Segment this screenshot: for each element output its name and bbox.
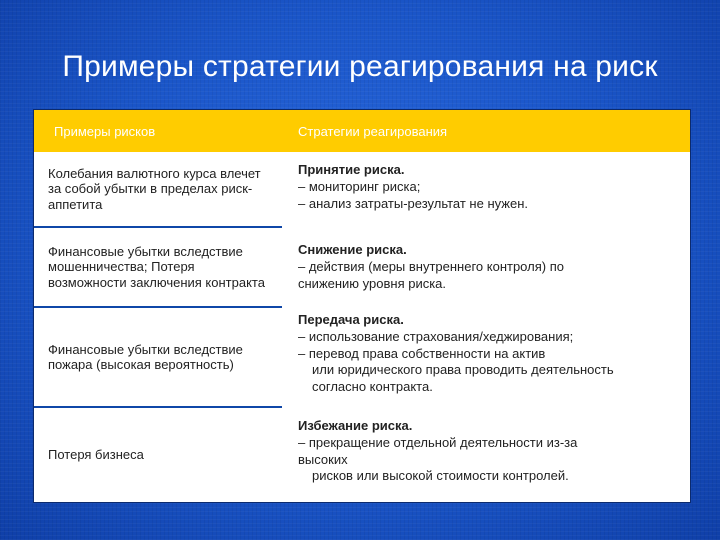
- risk-strategy-table: [34, 110, 690, 502]
- strategy-line: снижению уровня риска.: [298, 275, 447, 291]
- strategy-line: – использование страхования/хеджирования;: [298, 328, 574, 344]
- strategy-line: – перевод права собственности на актив: [298, 345, 546, 361]
- risk-cell: Финансовые убытки вследствие пожара (высокая вероятность): [34, 306, 282, 406]
- strategy-accept: [298, 162, 690, 212]
- strategies-column: [298, 152, 690, 502]
- strategy-name: Передача риска.: [298, 312, 404, 327]
- risk-cell: Финансовые убытки вследствие мошенничества; Потеря возможности заключения контракта: [34, 226, 282, 306]
- header-risks: Примеры рисков: [54, 124, 156, 139]
- strategy-reduce: [298, 242, 690, 292]
- strategy-line: согласно контракта.: [312, 379, 433, 395]
- strategy-line: – мониторинг риска;: [298, 178, 421, 194]
- strategy-line: или юридического права проводить деятельность: [312, 362, 614, 378]
- slide-title: Примеры стратегии реагирования на риск: [62, 50, 658, 83]
- strategy-line: – действия (меры внутреннего контроля) по: [298, 258, 564, 274]
- risk-cell: Потеря бизнеса: [34, 406, 282, 502]
- strategy-name: Принятие риска.: [298, 162, 405, 177]
- strategy-line: высоких: [298, 451, 348, 467]
- strategy-line: – анализ затраты-результат не нужен.: [298, 195, 528, 211]
- strategy-name: Снижение риска.: [298, 242, 407, 257]
- risks-column: [34, 152, 282, 502]
- strategy-line: рисков или высокой стоимости контролей.: [312, 468, 569, 484]
- strategy-transfer: [298, 312, 690, 396]
- risk-cell: Колебания валютного курса влечет за собой убытки в пределах риск-аппетита: [48, 165, 261, 212]
- table-header: [34, 110, 690, 152]
- strategy-name: Избежание риска.: [298, 418, 413, 433]
- header-strategies: Стратегии реагирования: [298, 124, 448, 139]
- strategy-line: – прекращение отдельной деятельности из-за: [298, 434, 578, 450]
- strategy-avoid: [298, 418, 690, 485]
